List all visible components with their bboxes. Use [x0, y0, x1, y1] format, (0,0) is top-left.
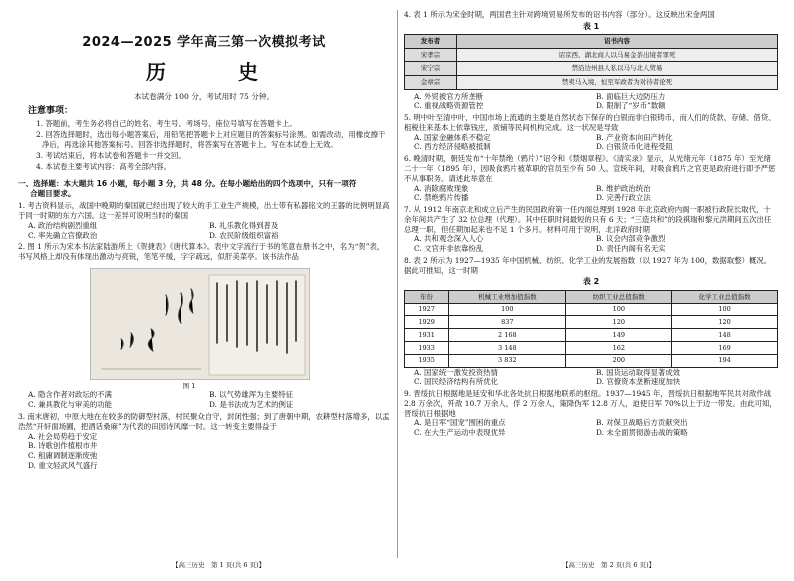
option-b[interactable]: B. 诗歌创作植根市井	[28, 441, 98, 451]
table-row	[405, 329, 778, 342]
table-header: 诏书内容	[457, 35, 778, 49]
section-title-line1: 一、选择题：本大题共 16 小题，每小题 3 分，共 48 分。在每小题给出的四个选项中，只有一项符	[18, 179, 357, 189]
table-cell: 2 168	[449, 329, 566, 342]
table-cell: 3 148	[449, 342, 566, 355]
option-c[interactable]: C. 禁绝鸦片传播	[414, 193, 469, 203]
table-cell: 禁沿边州县人私以马与北人贸易	[457, 62, 778, 76]
option-c[interactable]: C. 西方经济侵略被抵制	[414, 142, 491, 152]
option-c[interactable]: C. 国民经济结构有所优化	[414, 377, 498, 387]
right-column	[404, 8, 778, 438]
option-d[interactable]: D. 是书法成为艺术的例证	[209, 400, 294, 410]
option-d[interactable]: D. 未全面贯彻游击战的策略	[596, 428, 688, 438]
question-options	[18, 432, 390, 471]
question-options	[404, 184, 778, 204]
edict-table	[404, 34, 778, 89]
question-stem: 7. 从 1912 年南京北和成立后产生的民国政府第一任内阁总理到 1928 年北京政府内阁一职被行政院长取代，十余年间共产生了 32 位总理（代理）。其中任职时间最短的只有 6 天；“三造共和”的段祺瑞和黎元洪期间五次出任总理一职，但任期加起来也不足 1 个多月。材料可用于说明，北洋政府时期	[404, 205, 772, 234]
table-header: 化学工业总值指数	[672, 290, 778, 303]
option-d[interactable]: D. 责任内阁有名无实	[596, 244, 666, 254]
option-c[interactable]: C. 在大生产运动中表现优异	[414, 428, 506, 438]
notice-item: 4. 本试卷主要考试内容：高考全部内容。	[36, 161, 172, 171]
table-cell: 100	[672, 303, 778, 316]
table-row	[405, 342, 778, 355]
table-header: 机械工业增加值指数	[449, 290, 566, 303]
option-b[interactable]: B. 议会内部竞争激烈	[596, 234, 666, 244]
notice-item: 3. 考试结束后，将本试卷和答题卡一并交回。	[36, 150, 186, 160]
option-a[interactable]: A. 消除腐败现象	[414, 183, 469, 193]
table-cell: 1933	[405, 342, 449, 355]
option-c[interactable]: C. 租庸调制逐渐废弛	[28, 451, 98, 461]
option-a[interactable]: A. 政治结构剧烈重组	[28, 220, 98, 230]
option-a[interactable]: A. 外贸被官方所垄断	[414, 91, 484, 101]
industry-index-table	[404, 290, 778, 368]
table-cell: 100	[449, 303, 566, 316]
option-c[interactable]: C. 文官并非依靠纷乱	[414, 244, 484, 254]
table-header: 纺织工业总值指数	[566, 290, 672, 303]
table-cell: 120	[566, 316, 672, 329]
table-row	[405, 76, 778, 90]
column-divider	[397, 10, 398, 558]
table-cell: 169	[672, 342, 778, 355]
table-cell: 宋孝宗	[405, 48, 457, 62]
section-title	[18, 179, 390, 199]
table-header-row	[405, 35, 778, 49]
option-c[interactable]: C. 兼具教化与审美的功能	[28, 400, 112, 410]
calligraphy-figure	[90, 268, 310, 380]
table-cell: 837	[449, 316, 566, 329]
option-d[interactable]: D. 农民阶级组织富裕	[209, 230, 279, 240]
figure-caption: 图 1	[182, 381, 196, 390]
exam-title: 2024—2025 学年高三第一次模拟考试	[82, 35, 326, 50]
page-footer-right: 【高三历史 第 2 页(共 6 页)】	[562, 561, 656, 569]
question-stem: 2. 图 1 所示为宋本书法家陆游所上《贺捷表》《唐代算本》。表中文字流行于书的笔意在册书之中，名为“贺”表，书写风格上却没有体现出激动与亮锐，笔笔平缓，字字疏远，似肝美菜亭。该书法作品	[18, 242, 385, 262]
question-4	[404, 10, 778, 111]
table-cell: 120	[672, 316, 778, 329]
table-cell: 宋宁宗	[405, 62, 457, 76]
option-a[interactable]: A. 国家金融体系不稳定	[414, 132, 491, 142]
table-cell: 1935	[405, 354, 449, 367]
question-stem: 3. 南末唐初，中原大地在在较多的防御型村落，村民聚众自守，封闭性强；到了唐朝中期，农耕型村落增多，以孟浩然“开轩面场圃，把酒话桑麻”为代表的田园诗风靡一时。这一转变主要得益于	[18, 412, 390, 431]
table-cell: 诏京西、湖北商人以马易金茶出境者罪死	[457, 48, 778, 62]
question-stem: 5. 明中叶至清中叶，中国市场上流通的主要是自然状态下保存的白银而非白银铸币，而人们的货款、存储、借贷、租税往来基本上依靠钱庄，质铺等民间机构完成。这一状况是导致	[404, 113, 776, 132]
table-caption: 表 1	[582, 21, 600, 31]
table-row	[405, 354, 778, 367]
question-5	[404, 113, 778, 152]
question-9	[404, 389, 778, 438]
table-caption: 表 2	[582, 277, 600, 287]
question-1	[18, 201, 390, 240]
option-b[interactable]: B. 面临巨大边防压力	[596, 91, 666, 101]
left-column	[18, 8, 390, 471]
question-7	[404, 205, 778, 254]
question-options	[404, 368, 778, 388]
option-c[interactable]: C. 重视战略资源管控	[414, 101, 484, 111]
table-cell: 1931	[405, 329, 449, 342]
option-d[interactable]: D. 完善行政立法	[596, 193, 651, 203]
question-2	[18, 242, 390, 410]
question-options	[18, 390, 390, 410]
page-footer-left: 【高三历史 第 1 页(共 6 页)】	[172, 561, 266, 569]
option-d[interactable]: D. 重文轻武风气盛行	[28, 460, 98, 470]
table-cell: 149	[566, 329, 672, 342]
section-title-line2: 合题目要求。	[30, 189, 76, 199]
table-cell: 禁卖马入境，恒至军政者为对待者论死	[457, 76, 778, 90]
option-b[interactable]: B. 产业资本向田产转化	[596, 132, 673, 142]
question-stem: 6. 晚清时期，朝廷发布“十年禁绝（鸦片）”诏令和《禁烟章程》。《清实录》显示，从光绪元年（1875 年）至光绪二十一年（1895 年），因吸食鸦片被革职的官员至少有 50 人。宣统年间，对吸食鸦片之官吏是政府进行即予严惩不从事职务。请述此举意在	[404, 154, 776, 183]
option-b[interactable]: B. 维护政治统治	[596, 183, 651, 193]
table-cell: 194	[672, 354, 778, 367]
question-options	[404, 418, 778, 438]
table-cell: 100	[566, 303, 672, 316]
table-row	[405, 316, 778, 329]
notice-item: 2. 回答选择题时，选出每小题答案后，用铅笔把答题卡上对应题目的答案标号涂黑。如需改动，用橡皮擦干净后，再选涂其他答案标号。回答非选择题时，将答案写在答题卡上。写在本试卷上无效。	[36, 130, 386, 149]
option-b[interactable]: B. 对保卫战略后方贡献突出	[596, 418, 688, 428]
option-a[interactable]: A. 隐含作者对政坛的不满	[28, 390, 112, 400]
option-d[interactable]: D. 限制了“岁币”数额	[596, 101, 666, 111]
table-cell: 162	[566, 342, 672, 355]
question-3	[18, 412, 390, 471]
subject-title: 历 史	[146, 60, 284, 85]
table-cell: 1927	[405, 303, 449, 316]
table-cell: 200	[566, 354, 672, 367]
table-cell: 1929	[405, 316, 449, 329]
option-c[interactable]: C. 率先确立官僚政治	[28, 230, 98, 240]
question-stem: 1. 考古资料显示，战国中晚期的秦国就已经出现了较大的手工业生产规模，出土带有私器铭文的王器的比例明显高于同一时期的东方六国。这一差异可说明当时的秦国	[18, 201, 390, 221]
option-a[interactable]: A. 国家统一激发投资热情	[414, 367, 498, 377]
table-cell: 金章宗	[405, 76, 457, 90]
notice-item: 1. 答题前，考生务必将自己的姓名、考生号、考场号、座位号填写在答题卡上。	[36, 119, 297, 129]
question-options	[404, 234, 778, 254]
question-stem: 9. 晋绥抗日根据地是延安和华北各处抗日根据地联系的枢纽。1937—1945 年，晋绥抗日根据地军民共对敌作战 2.8 万余次，歼敌 10.7 万余人，俘 2 万余人，策降伪军 12.8 万人，迫使日军 70%以上于边一带发。由此可知，晋绥抗日根据地	[404, 389, 777, 418]
option-d[interactable]: D. 官僚资本垄断速度加快	[596, 377, 681, 387]
table-header-row	[405, 290, 778, 303]
notice-title: 注意事项：	[28, 105, 74, 116]
option-b[interactable]: B. 以气势雄浑为主要特征	[209, 390, 294, 400]
question-options	[404, 133, 778, 153]
table-row	[405, 48, 778, 62]
exam-info: 本试卷满分 100 分，考试用时 75 分钟。	[133, 91, 275, 101]
table-header: 发布者	[405, 35, 457, 49]
calligraphy-image	[91, 269, 310, 380]
question-stem: 8. 表 2 所示为 1927—1935 年中国机械、纺织、化学工业的发展指数（以 1927 年为 100，数据取整）概况。据此可推知，这一时期	[404, 255, 772, 275]
table-cell: 148	[672, 329, 778, 342]
question-6	[404, 154, 778, 203]
question-8	[404, 256, 778, 387]
question-options	[404, 92, 778, 112]
table-row	[405, 62, 778, 76]
option-d[interactable]: D. 白银货币化进程受阻	[596, 142, 673, 152]
table-cell: 3 832	[449, 354, 566, 367]
option-a[interactable]: A. 是日军“国宠”围困的重点	[414, 418, 506, 428]
table-row	[405, 303, 778, 316]
option-a[interactable]: A. 社会局势趋于安定	[28, 431, 98, 441]
option-b[interactable]: B. 国货运动取得显著成效	[596, 367, 681, 377]
table-header: 年份	[405, 290, 449, 303]
question-stem: 4. 表 1 所示为宋金时期，两国君主针对跨境贸易所发布的诏书内容（部分）。这反映出宋金两国	[404, 10, 715, 19]
question-options	[18, 221, 390, 241]
option-b[interactable]: B. 礼乐教化得到普及	[209, 220, 279, 230]
option-a[interactable]: A. 共和观念深入人心	[414, 234, 484, 244]
